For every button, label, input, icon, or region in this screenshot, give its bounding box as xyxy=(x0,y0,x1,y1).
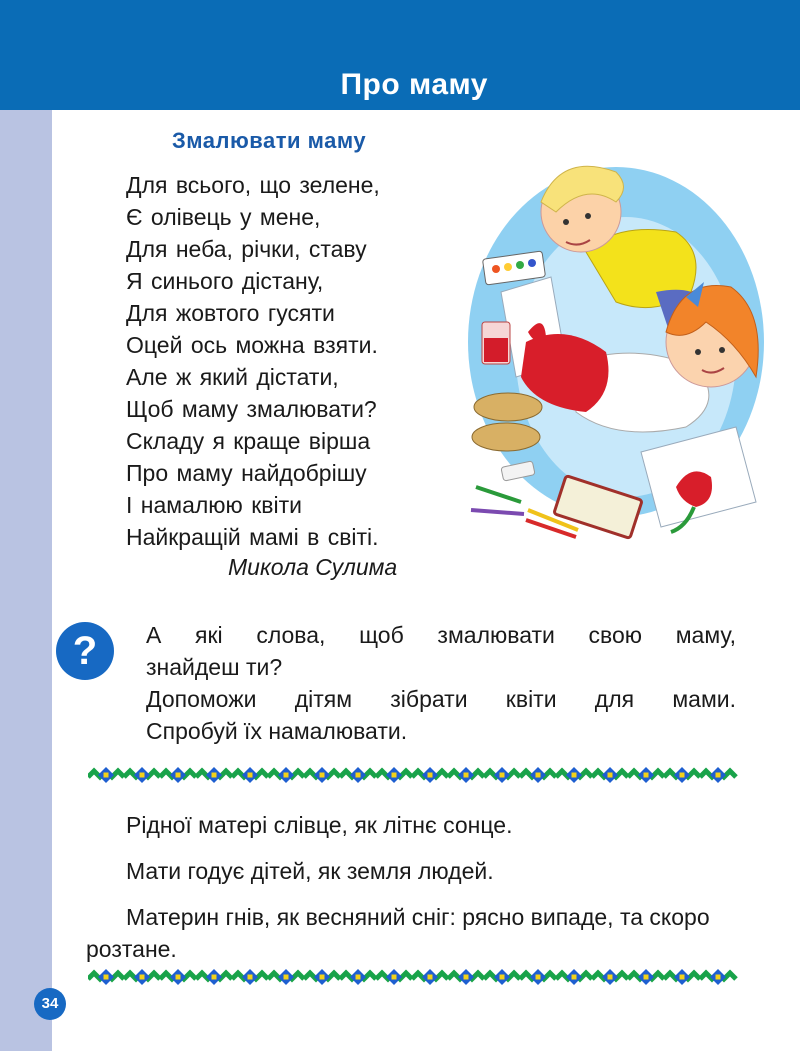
ornament-motif xyxy=(484,969,520,985)
ornament-motif xyxy=(520,767,556,783)
poem-line: Найкращій мамі в світі. xyxy=(126,524,379,550)
children-drawing-illustration xyxy=(466,142,766,542)
ornament-motif xyxy=(592,767,628,783)
ornament-motif xyxy=(196,767,232,783)
ornament-motif xyxy=(88,969,124,985)
ornament-motif xyxy=(412,969,448,985)
proverb: Мати годує дітей, як земля людей. xyxy=(126,858,494,884)
page-number: 34 xyxy=(34,988,66,1020)
ornament-motif xyxy=(376,767,412,783)
ornament-motif xyxy=(700,767,736,783)
ornament-motif xyxy=(628,767,664,783)
ornament-motif xyxy=(124,767,160,783)
poem-line: Я синього дістану, xyxy=(126,268,324,294)
poem-line: Для всього, що зелене, xyxy=(126,172,380,198)
ornament-motif xyxy=(124,969,160,985)
ornament-motif xyxy=(304,969,340,985)
proverb: Материн гнів, як весняний сніг: рясно випаде, та скоро розтане. xyxy=(86,904,710,962)
poem-line: Але ж який дістати, xyxy=(126,364,339,390)
question-mark-icon: ? xyxy=(56,622,114,680)
ornament-motif xyxy=(268,767,304,783)
ornament-motif xyxy=(304,767,340,783)
ornament-motif xyxy=(664,969,700,985)
proverbs-block xyxy=(86,809,736,979)
ornament-motif xyxy=(232,969,268,985)
poem-title: Змалювати маму xyxy=(172,128,367,153)
ornament-motif xyxy=(340,969,376,985)
ornament-motif xyxy=(664,767,700,783)
ornament-motif xyxy=(232,767,268,783)
poem-line: Щоб маму змалювати? xyxy=(126,396,377,422)
ornament-motif xyxy=(556,969,592,985)
side-strip xyxy=(0,110,52,1051)
poem-author: Микола Сулима xyxy=(228,554,398,580)
poem-line: Для неба, річки, ставу xyxy=(126,236,367,262)
poem-line: Оцей ось можна взяти. xyxy=(126,332,378,358)
embroidery-ornament xyxy=(88,763,742,787)
page-title: Про маму xyxy=(340,68,488,101)
poem-line: І намалюю квіти xyxy=(126,492,302,518)
ornament-motif xyxy=(340,767,376,783)
task-block xyxy=(146,619,736,747)
ornament-motif xyxy=(412,767,448,783)
ornament-motif xyxy=(160,969,196,985)
ornament-motif xyxy=(520,969,556,985)
question-line-1: А які слова, щоб змалювати свою маму, xyxy=(146,622,736,648)
ornament-motif xyxy=(700,969,736,985)
ornament-motif xyxy=(556,767,592,783)
embroidery-ornament xyxy=(88,965,742,989)
ornament-motif xyxy=(376,969,412,985)
ornament-motif xyxy=(484,767,520,783)
instruction-line-2: Спробуй їх намалювати. xyxy=(146,718,408,744)
ornament-motif xyxy=(196,969,232,985)
ornament-motif xyxy=(448,969,484,985)
poem-line: Для жовтого гусяти xyxy=(126,300,335,326)
poem-text xyxy=(126,169,380,553)
poem-line: Складу я краще вірша xyxy=(126,428,371,454)
ornament-motif xyxy=(268,969,304,985)
ornament-motif xyxy=(448,767,484,783)
poem-line: Є олівець у мене, xyxy=(126,204,321,230)
ornament-motif xyxy=(88,767,124,783)
ornament-motif xyxy=(628,969,664,985)
instruction-line-1: Допоможи дітям зібрати квіти для мами. xyxy=(146,686,736,712)
poem-line: Про маму найдобрішу xyxy=(126,460,367,486)
ornament-motif xyxy=(160,767,196,783)
question-line-2: знайдеш ти? xyxy=(146,654,283,680)
ornament-motif xyxy=(592,969,628,985)
proverb: Рідної матері слівце, як літнє сонце. xyxy=(126,812,513,838)
